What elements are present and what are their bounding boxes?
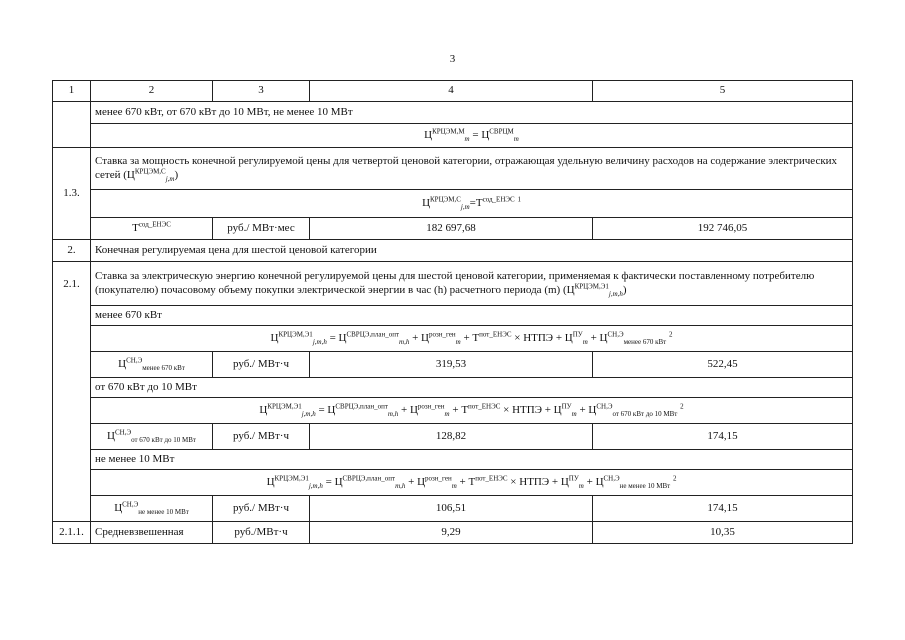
row-num-2-1-1: 2.1.1.	[53, 522, 91, 544]
formula-krcem-c: $Ц^{КРЦЭМ,С}_{j,m}=Т^{сод\_ЕНЭС}$ $^1$	[91, 190, 853, 218]
header-col-2: 2	[91, 81, 213, 102]
sub-a-unit: руб./ МВт·ч	[213, 352, 310, 378]
row-2-1-text: Ставка за электрическую энергию конечной регулируемой цены для шестой ценовой категории, применяемая к фактически поставленному потребителю (покупателю) почасовому объему покупки электрической энергии в час (h) расчетного периода (m) $(Ц^{КРЦЭМ,Э1}_{j,m,h})$	[91, 262, 853, 306]
header-col-1: 1	[53, 81, 91, 102]
formula-krcem-m: $Ц^{КРЦЭМ,М}_m = Ц^{СВРЦМ}_m$	[91, 124, 853, 148]
tariff-table	[52, 80, 853, 544]
sub-c-unit: руб./ МВт·ч	[213, 496, 310, 522]
sub-a-label: менее 670 кВт	[91, 306, 853, 326]
header-col-3: 3	[213, 81, 310, 102]
sub-c-value-col5: 174,15	[593, 496, 853, 522]
value-1-3-col5: 192 746,05	[593, 218, 853, 240]
unit-1-3: руб./ МВт·мес	[213, 218, 310, 240]
formula-sub-b: $Ц^{КРЦЭМ,Э1}_{j,m,h} = Ц^{СВРЦЭ,план\_опт}_{m,h} + Ц^{розн\_ген}_m + Т^{пот\_ЕНЭС}$ × НТПЭ + $Ц^{ПУ}_m + Ц^{СН,Э}_{от 670 кВт до 10 МВт}$ $^2$	[91, 398, 853, 424]
value-1-3-col4: 182 697,68	[310, 218, 593, 240]
sub-c-value-col4: 106,51	[310, 496, 593, 522]
formula-sub-c: $Ц^{КРЦЭМ,Э1}_{j,m,h} = Ц^{СВРЦЭ,план\_опт}_{m,h} + Ц^{розн\_ген}_m + Т^{пот\_ЕНЭС}$ × НТПЭ + $Ц^{ПУ}_m + Ц^{СН,Э}_{не менее 10 МВт}$ $^2$	[91, 470, 853, 496]
header-row	[53, 81, 853, 102]
row-2-1-1-value-col5: 10,35	[593, 522, 853, 544]
row-num-2-1: 2.1.	[53, 262, 91, 522]
tariff-sod-enes-label: $Т^{сод\_ЕНЭС}$	[91, 218, 213, 240]
cat4-groups-label: менее 670 кВт, от 670 кВт до 10 МВт, не менее 10 МВт	[91, 102, 853, 124]
sub-b-value-col5: 174,15	[593, 424, 853, 450]
sub-b-unit: руб./ МВт·ч	[213, 424, 310, 450]
sub-b-price-label: $Ц^{СН,Э}_{от 670 кВт до 10 МВт}$	[91, 424, 213, 450]
row-num-empty	[53, 102, 91, 148]
header-col-4: 4	[310, 81, 593, 102]
row-2-1-1-label: Средневзвешенная	[91, 522, 213, 544]
header-col-5: 5	[593, 81, 853, 102]
sub-a-value-col5: 522,45	[593, 352, 853, 378]
sub-a-price-label: $Ц^{СН,Э}_{менее 670 кВт}$	[91, 352, 213, 378]
sub-a-value-col4: 319,53	[310, 352, 593, 378]
row-num-1-3: 1.3.	[53, 148, 91, 240]
row-1-3-text: Ставка за мощность конечной регулируемой цены для четвертой ценовой категории, отражающая удельную величину расходов на содержание электрических сетей $(Ц^{КРЦЭМ,С}_{j,m})$	[91, 148, 853, 190]
sub-c-label: не менее 10 МВт	[91, 450, 853, 470]
sub-b-value-col4: 128,82	[310, 424, 593, 450]
row-2-text: Конечная регулируемая цена для шестой ценовой категории	[91, 240, 853, 262]
sub-b-label: от 670 кВт до 10 МВт	[91, 378, 853, 398]
page-number: 3	[449, 53, 456, 65]
sub-c-price-label: $Ц^{СН,Э}_{не менее 10 МВт}$	[91, 496, 213, 522]
row-2-1-1-value-col4: 9,29	[310, 522, 593, 544]
row-2-1-1-unit: руб./МВт·ч	[213, 522, 310, 544]
row-num-2: 2.	[53, 240, 91, 262]
formula-sub-a: $Ц^{КРЦЭМ,Э1}_{j,m,h} = Ц^{СВРЦЭ,план\_опт}_{m,h} + Ц^{розн\_ген}_m + Т^{пот\_ЕНЭС}$ × НТПЭ + $Ц^{ПУ}_m + Ц^{СН,Э}_{менее 670 кВт}$ $^2$	[91, 326, 853, 352]
